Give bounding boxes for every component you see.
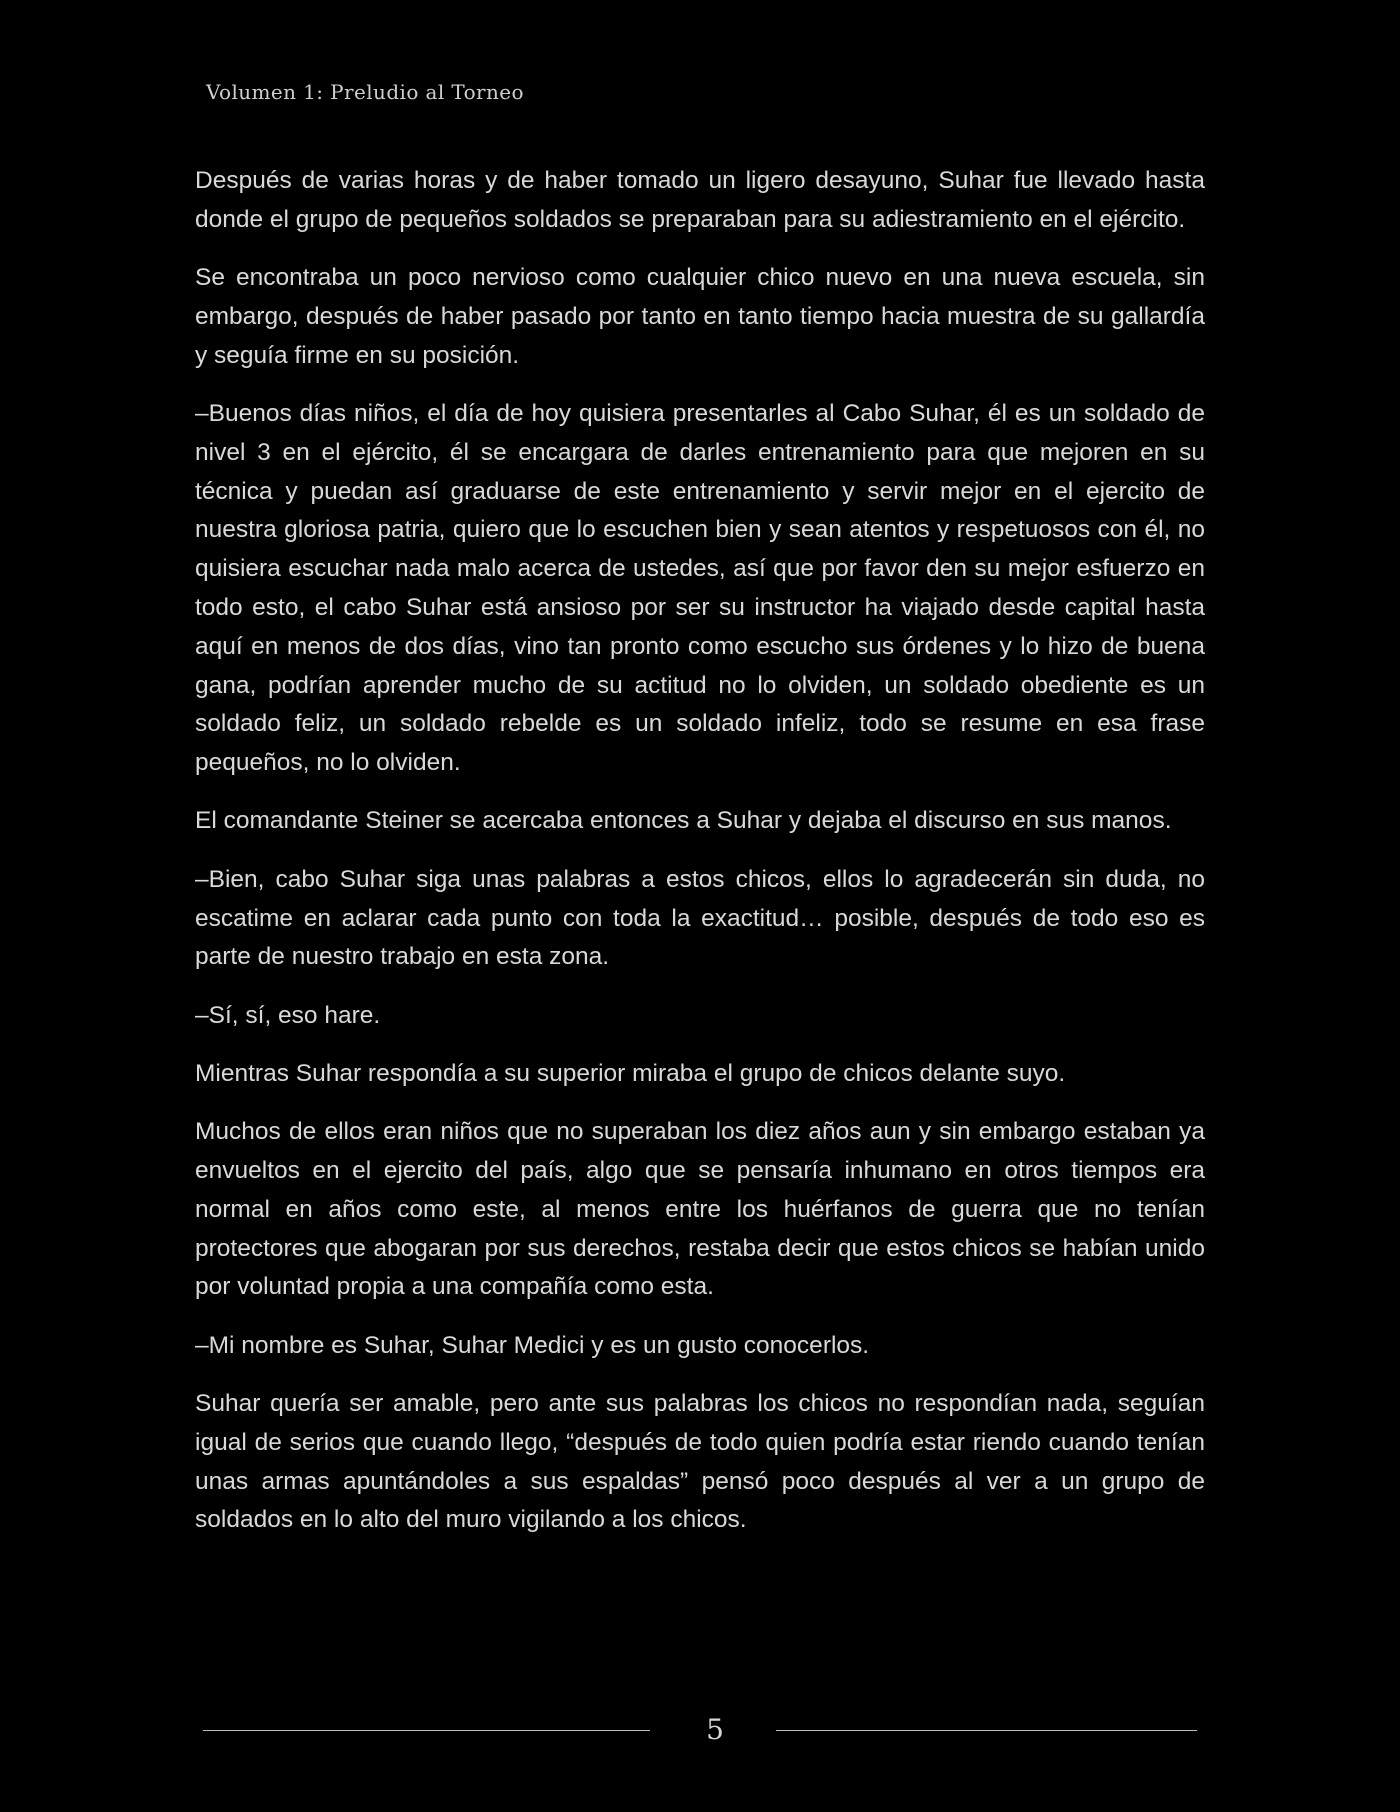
footer-rule-left xyxy=(203,1730,650,1731)
paragraph: –Mi nombre es Suhar, Suhar Medici y es un gusto conocerlos. xyxy=(195,1331,870,1359)
paragraph: Muchos de ellos eran niños que no superaban los diez años aun y sin embargo estaban ya envueltos en el ejercito del país, algo que se pensaría inhumano en otros tiempos era normal en años como este, al menos entre los huérfanos de guerra que no tenían protectores que abogaran por sus derechos, restaba decir que estos chicos se habían unido por voluntad propia a una compañía como esta. xyxy=(195,1118,1205,1301)
paragraph: Después de varias horas y de haber tomado un ligero desayuno, Suhar fue llevado hasta donde el grupo de pequeños soldados se preparaban para su adiestramiento en el ejército. xyxy=(195,167,1205,233)
paragraph: El comandante Steiner se acercaba entonces a Suhar y dejaba el discurso en sus manos. xyxy=(195,807,1172,835)
page-number: 5 xyxy=(706,1713,724,1746)
footer-rule-right xyxy=(776,1730,1197,1731)
paragraph: Mientras Suhar respondía a su superior miraba el grupo de chicos delante suyo. xyxy=(195,1059,1066,1087)
running-header-title: Volumen 1: Preludio al Torneo xyxy=(206,80,524,104)
paragraph: –Buenos días niños, el día de hoy quisiera presentarles al Cabo Suhar, él es un soldado de nivel 3 en el ejército, él se encargara de darles entrenamiento para que mejoren en su técnica y puedan así graduarse de este entrenamiento y servir mejor en el ejercito de nuestra gloriosa patria, quiero que lo escuchen bien y sean atentos y respetuosos con él, no quisiera escuchar nada malo acerca de ustedes, así que por favor den su mejor esfuerzo en todo esto, el cabo Suhar está ansioso por ser su instructor ha viajado desde capital hasta aquí en menos de dos días, vino tan pronto como escucho sus órdenes y lo hizo de buena gana, podrían aprender mucho de su actitud no lo olviden, un soldado obediente es un soldado feliz, un soldado rebelde es un soldado infeliz, todo se resume en esa frase pequeños, no lo olviden. xyxy=(195,399,1205,777)
paragraph: Se encontraba un poco nervioso como cualquier chico nuevo en una nueva escuela, sin embargo, después de haber pasado por tanto en tanto tiempo hacia muestra de su gallardía y seguía firme en su posición. xyxy=(195,264,1205,369)
paragraph: –Bien, cabo Suhar siga unas palabras a estos chicos, ellos lo agradecerán sin duda, no escatime en aclarar cada punto con toda la exactitud… posible, después de todo eso es parte de nuestro trabajo en esta zona. xyxy=(195,865,1205,971)
paragraph: –Sí, sí, eso hare. xyxy=(195,1001,381,1029)
paragraph: Suhar quería ser amable, pero ante sus palabras los chicos no respondían nada, seguían igual de serios que cuando llego, “después de todo quien podría estar riendo cuando tenían unas armas apuntándoles a sus espaldas” pensó poco después al ver a un grupo de soldados en lo alto del muro vigilando a los chicos. xyxy=(195,1390,1205,1534)
page-footer xyxy=(203,1708,1197,1752)
body-text xyxy=(195,162,1205,1560)
